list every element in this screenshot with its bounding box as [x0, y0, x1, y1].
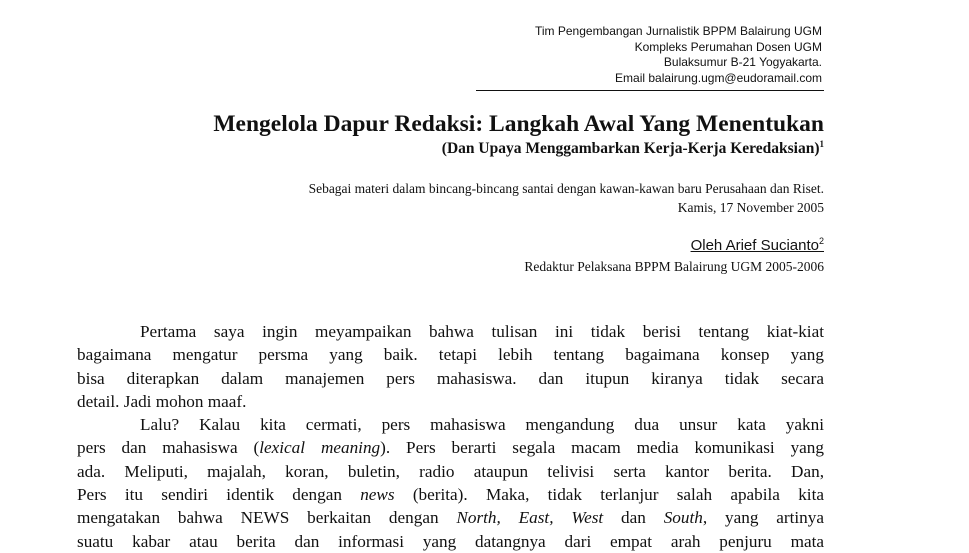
letterhead-org: Tim Pengembangan Jurnalistik BPPM Balairung UGM [534, 24, 822, 38]
italic-term: news [360, 485, 395, 505]
body-text [77, 320, 824, 553]
letterhead-city: Bulaksumur B-21 Yogyakarta. [663, 55, 822, 69]
paragraph-line: Lalu? Kalau kita cermati, pers mahasiswa mengandung dua unsur kata yakni [140, 415, 824, 435]
text-run: ). Pers berarti segala macam media komunikasi yang [380, 438, 824, 458]
paragraph-1 [77, 320, 824, 413]
italic-term: lexical meaning [259, 438, 381, 458]
paragraph-line: bagaimana mengatur persma yang baik. tetapi lebih tentang bagaimana konsep yang [77, 345, 824, 365]
author-byline [691, 237, 824, 255]
paragraph-line: detail. Jadi mohon maaf. [77, 391, 247, 411]
context-description: Sebagai materi dalam bincang-bincang santai dengan kawan-kawan baru Perusahaan dan Riset. [308, 181, 824, 196]
text-run: dan [603, 508, 664, 528]
context-date: Kamis, 17 November 2005 [677, 200, 824, 215]
letterhead-divider [476, 90, 824, 91]
document-subtitle [442, 139, 824, 159]
letterhead-email: Email balairung.ugm@eudoramail.com [615, 70, 822, 85]
text-run: mengatakan bahwa NEWS berkaitan dengan [77, 508, 457, 528]
paragraph-line: Pertama saya ingin meyampaikan bahwa tulisan ini tidak berisi tentang kiat-kiat [140, 322, 824, 341]
document-title: Mengelola Dapur Redaksi: Langkah Awal Yang Menentukan [213, 111, 824, 137]
paragraph-line [77, 436, 824, 459]
paragraph-line: ada. Meliputi, majalah, koran, buletin, radio ataupun telivisi serta kantor berita. Dan, [77, 461, 824, 481]
author-role: Redaktur Pelaksana BPPM Balairung UGM 2005-2006 [524, 259, 824, 274]
paragraph-line [77, 506, 824, 529]
paragraph-line: suatu kabar atau berita dan informasi yang datangnya dari empat arah penjuru mata [77, 531, 824, 551]
letterhead-address: Kompleks Perumahan Dosen UGM [634, 39, 822, 54]
text-run: pers dan mahasiswa ( [77, 438, 260, 458]
text-run: Pers itu sendiri identik dengan [77, 485, 361, 505]
letterhead [442, 24, 822, 86]
context-note [309, 179, 824, 217]
paragraph-line: bisa diterapkan dalam manajemen pers mahasiswa. dan itupun kiranya tidak secara [77, 368, 824, 388]
subtitle-footnote-mark: 1 [819, 138, 824, 149]
italic-term: North, East, West [456, 508, 604, 528]
author-name: Oleh Arief Sucianto [690, 237, 819, 254]
text-run: , yang artinya [702, 508, 824, 528]
italic-term: South [663, 508, 703, 528]
text-run: (berita). Maka, tidak terlanjur salah apabila kita [394, 485, 824, 505]
author-footnote-mark: 2 [818, 236, 824, 246]
paragraph-2 [77, 413, 824, 553]
paragraph-line [77, 483, 824, 506]
subtitle-text: (Dan Upaya Menggambarkan Kerja-Kerja Keredaksian) [441, 140, 820, 157]
